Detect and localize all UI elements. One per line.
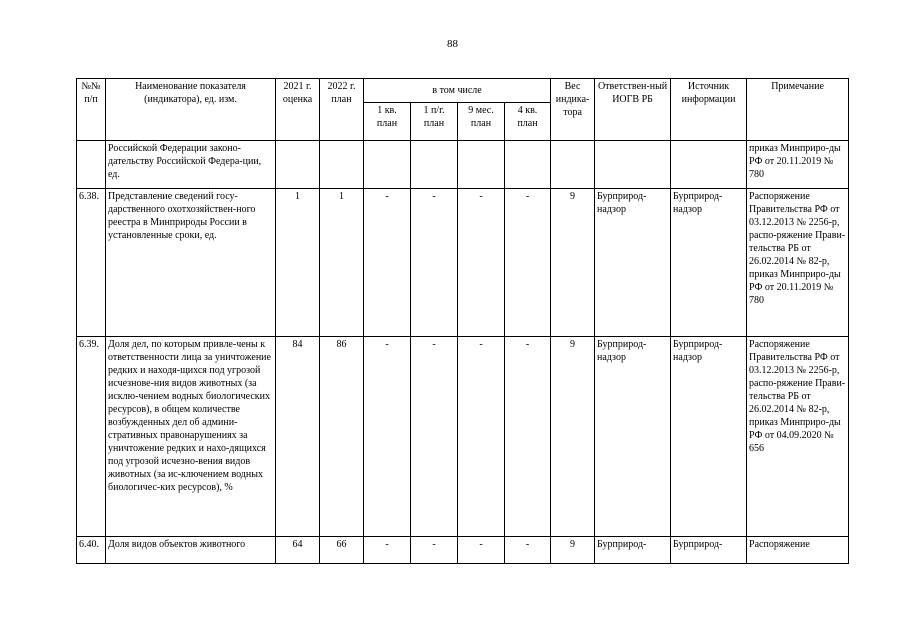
row-num: 6.39. [77,337,106,537]
row-responsible: Бурприрод- [595,537,671,564]
table-row [77,537,849,564]
row-note: Распоряжение Правительства РФ от 03.12.2013 № 2256-р, распо-ряжение Прави-тельства РБ от 26.02.2014 № 82-р, приказ Минприро-ды РФ от 20.11.2019 № 780 [747,189,849,337]
row-plan2022: 66 [320,537,364,564]
row-q1: - [364,189,411,337]
row-est2021: 1 [276,189,320,337]
row-name: Доля дел, по которым привле-чены к ответственности лица за уничтожение редких и находя-щихся под угрозой исчезнове-ния видов животных (за исклю-чением водных биологических ресурсов), в общем количестве возбужденных дел об админи-стративных правонарушениях за уничтожение редких и нахо-дящихся под угрозой исчезно-вения видов животных (за ис-ключением водных биологичес-ких ресурсов), % [106,337,276,537]
header-est2021: 2021 г. оценка [276,79,320,141]
row-plan2022: 86 [320,337,364,537]
row-source [671,141,747,189]
row-weight: 9 [551,189,595,337]
header-row [77,79,849,103]
header-weight: Вес индика-тора [551,79,595,141]
row-source: Бурприрод- [671,537,747,564]
row-est2021: 84 [276,337,320,537]
row-num: 6.40. [77,537,106,564]
row-note: приказ Минприро-ды РФ от 20.11.2019 № 780 [747,141,849,189]
header-name: Наименование показателя (индикатора), ед. изм. [106,79,276,141]
table-row [77,189,849,337]
row-q4: - [505,337,551,537]
table-row [77,337,849,537]
row-note: Распоряжение [747,537,849,564]
row-responsible: Бурприрод-надзор [595,337,671,537]
header-h1: 1 п/г. план [411,103,458,141]
row-q4: - [505,189,551,337]
row-h1: - [411,337,458,537]
header-m9: 9 мес. план [458,103,505,141]
row-note: Распоряжение Правительства РФ от 03.12.2013 № 2256-р, распо-ряжение Прави-тельства РБ от 26.02.2014 № 82-р, приказ Минприро-ды РФ от 04.09.2020 № 656 [747,337,849,537]
row-weight [551,141,595,189]
header-source: Источник информации [671,79,747,141]
row-est2021: 64 [276,537,320,564]
row-h1 [411,141,458,189]
header-responsible: Ответствен-ный ИОГВ РБ [595,79,671,141]
page-number: 88 [447,38,458,50]
row-name: Доля видов объектов животного [106,537,276,564]
row-h1: - [411,189,458,337]
row-q1: - [364,537,411,564]
row-q1 [364,141,411,189]
header-plan2022: 2022 г. план [320,79,364,141]
indicators-table [76,78,849,564]
row-m9: - [458,337,505,537]
header-q4: 4 кв. план [505,103,551,141]
row-num: 6.38. [77,189,106,337]
row-m9: - [458,189,505,337]
row-weight: 9 [551,537,595,564]
header-num: №№ п/п [77,79,106,141]
row-m9: - [458,537,505,564]
row-q1: - [364,337,411,537]
row-responsible: Бурприрод-надзор [595,189,671,337]
row-q4 [505,141,551,189]
row-est2021 [276,141,320,189]
row-responsible [595,141,671,189]
row-num [77,141,106,189]
row-plan2022: 1 [320,189,364,337]
row-name: Представление сведений госу-дарственного охотхозяйствен-ного реестра в Минприроды России в установленные сроки, ед. [106,189,276,337]
row-name: Российской Федерации законо-дательству Российской Федера-ции, ед. [106,141,276,189]
row-h1: - [411,537,458,564]
header-including: в том числе [364,79,551,103]
header-q1: 1 кв. план [364,103,411,141]
row-weight: 9 [551,337,595,537]
row-source: Бурприрод-надзор [671,189,747,337]
row-m9 [458,141,505,189]
table-row [77,141,849,189]
header-note: Примечание [747,79,849,141]
row-source: Бурприрод-надзор [671,337,747,537]
row-plan2022 [320,141,364,189]
row-q4: - [505,537,551,564]
